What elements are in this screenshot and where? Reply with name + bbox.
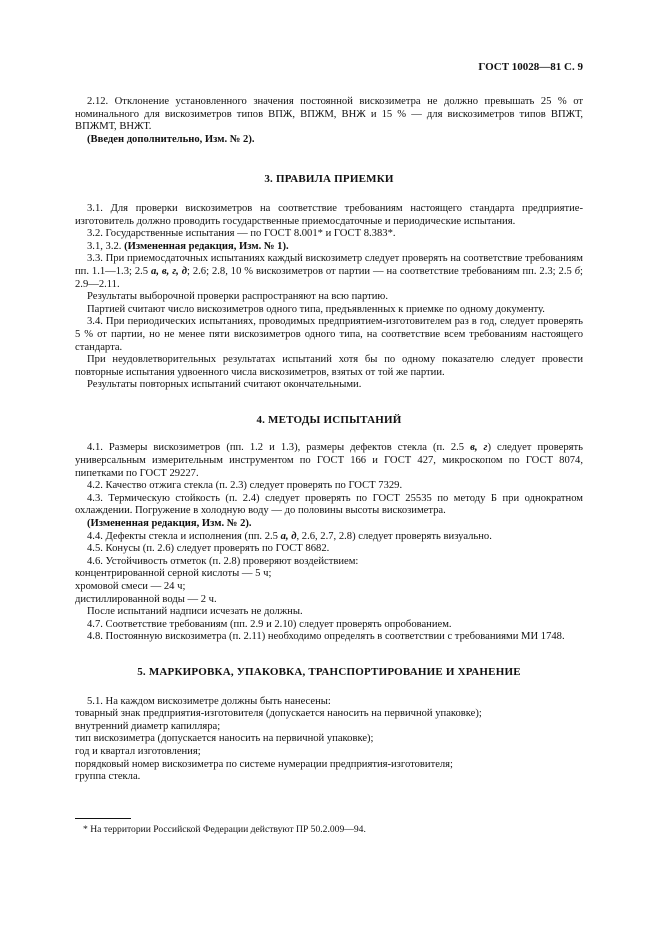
paragraph-3-3-part: ; 2.9—2.11. bbox=[75, 265, 583, 290]
paragraph-3-4-repeat: При неудовлетворительных результатах испытаний хотя бы по одному показателю следует провести повторные испытания удвоенного числа вискозиметров, взятых от той же партии. bbox=[75, 354, 583, 378]
paragraph-5-1: 5.1. На каждом вискозиметре должны быть нанесены: bbox=[87, 695, 331, 707]
paragraph-3-3-part: ; 2.6; 2.8, 10 % вискозиметров от партии — на соответствие требованиям пп. 2.3; 2.5 bbox=[186, 265, 572, 277]
document-body bbox=[75, 96, 583, 784]
paragraph-3-4: 3.4. При периодических испытаниях, проводимых предприятием-изготовителем раз в год, следует проверять 5 % от партии, но не менее пяти вискозиметров одного типа, на соответствие всем требованиям настоящего стандарта. bbox=[75, 316, 583, 353]
list-item: товарный знак предприятия-изготовителя (допускается наносить на первичной упаковке); bbox=[75, 708, 482, 720]
paragraph-4-5: 4.5. Конусы (п. 2.6) следует проверять по ГОСТ 8682. bbox=[87, 543, 330, 555]
amendment-clauses: 3.1, 3.2. bbox=[87, 240, 122, 252]
footnote: * На территории Российской Федерации действуют ПР 50.2.009—94. bbox=[83, 824, 366, 835]
amendment-note-4: (Измененная редакция, Изм. № 2). bbox=[87, 518, 252, 530]
paragraph-3-3-italic: а, в, г, д bbox=[151, 265, 187, 277]
paragraph-4-1-italic: в, г bbox=[470, 442, 488, 454]
paragraph-3-3-lot: Партией считают число вискозиметров одного типа, предъявленных к приемке по одному документу. bbox=[87, 303, 545, 315]
list-item: дистиллированной воды — 2 ч. bbox=[75, 593, 217, 605]
section-4-title: 4. МЕТОДЫ ИСПЫТАНИЙ bbox=[256, 413, 402, 426]
paragraph-4-2: 4.2. Качество отжига стекла (п. 2.3) следует проверять по ГОСТ 7329. bbox=[87, 480, 403, 492]
paragraph-4-6: 4.6. Устойчивость отметок (п. 2.8) проверяют воздействием: bbox=[87, 555, 359, 567]
paragraph-3-4-final: Результаты повторных испытаний считают окончательными. bbox=[87, 379, 362, 391]
list-item: группа стекла. bbox=[75, 771, 141, 783]
amendment-label: (Измененная редакция, Изм. № 1). bbox=[124, 240, 289, 252]
paragraph-4-1-part: ) следует проверять универсальным измерительным инструментом по ГОСТ 166 и ГОСТ 427, микроскопом по ГОСТ 8074, пипетками по ГОСТ 29227. bbox=[75, 442, 583, 479]
paragraph-3-3-part: 3.3. При приемосдаточных испытаниях каждый вискозиметр следует проверять на соответствие требованиям пп. 1.1—1.3; 2.5 bbox=[75, 253, 583, 277]
paragraph-4-4-italic: а, д bbox=[280, 530, 297, 542]
paragraph-2-12: 2.12. Отклонение установленного значения постоянной вискозиметра не должно превышать 25 % от номинального для вискозиметров типов ВПЖ, ВПЖМ, ВНЖ и 15 % — для вискозиметров типов ВПЖТ, ВПЖМТ, ВНЖТ. bbox=[75, 96, 583, 133]
paragraph-3-2: 3.2. Государственные испытания — по ГОСТ 8.001* и ГОСТ 8.383*. bbox=[87, 228, 396, 240]
paragraph-3-1: 3.1. Для проверки вискозиметров на соответствие требованиям настоящего стандарта предприятие-изготовитель должно проводить государственные приемосдаточные и периодические испытания. bbox=[75, 202, 583, 227]
paragraph-4-3: 4.3. Термическую стойкость (п. 2.4) следует проверять по ГОСТ 25535 по методу Б при однократном охлаждении. Погружение в холодную воду — до половины высоты вискозиметра. bbox=[75, 492, 583, 517]
footnote-divider bbox=[75, 818, 131, 819]
paragraph-4-6-result: После испытаний надписи исчезать не должны. bbox=[87, 606, 303, 618]
list-item: концентрированной серной кислоты — 5 ч; bbox=[75, 568, 272, 580]
section-3-title: 3. ПРАВИЛА ПРИЕМКИ bbox=[264, 173, 394, 186]
paragraph-4-7: 4.7. Соответствие требованиям (пп. 2.9 и 2.10) следует проверять опробованием. bbox=[87, 618, 452, 630]
paragraph-3-3-batch: Результаты выборочной проверки распространяют на всю партию. bbox=[87, 291, 388, 303]
page-header: ГОСТ 10028—81 С. 9 bbox=[478, 61, 583, 73]
paragraph-4-4-part: , 2.6, 2.7, 2.8) следует проверять визуально. bbox=[296, 530, 492, 542]
paragraph-4-4 bbox=[75, 531, 583, 544]
paragraph-4-8: 4.8. Постоянную вискозиметра (п. 2.11) необходимо определять в соответствии с требованиями МИ 1748. bbox=[87, 631, 565, 643]
list-item: внутренний диаметр капилляра; bbox=[75, 720, 221, 732]
list-item: хромовой смеси — 24 ч; bbox=[75, 581, 186, 592]
list-item: год и квартал изготовления; bbox=[75, 745, 201, 757]
paragraph-4-1 bbox=[75, 442, 583, 480]
section-5-title: 5. МАРКИРОВКА, УПАКОВКА, ТРАНСПОРТИРОВАНИЕ И ХРАНЕНИЕ bbox=[137, 665, 521, 678]
amendment-note: (Введен дополнительно, Изм. № 2). bbox=[87, 133, 255, 145]
amendment-note-3 bbox=[75, 241, 583, 254]
paragraph-3-3-italic: б bbox=[574, 265, 581, 277]
paragraph-3-3 bbox=[75, 253, 583, 291]
paragraph-4-4-part: 4.4. Дефекты стекла и исполнения (пп. 2.5 bbox=[87, 530, 278, 542]
list-item: тип вискозиметра (допускается наносить на первичной упаковке); bbox=[75, 733, 374, 745]
paragraph-4-1-part: 4.1. Размеры вискозиметров (пп. 1.2 и 1.3), размеры дефектов стекла (п. 2.5 bbox=[87, 442, 465, 454]
list-item: порядковый номер вискозиметра по системе нумерации предприятия-изготовителя; bbox=[75, 758, 454, 770]
